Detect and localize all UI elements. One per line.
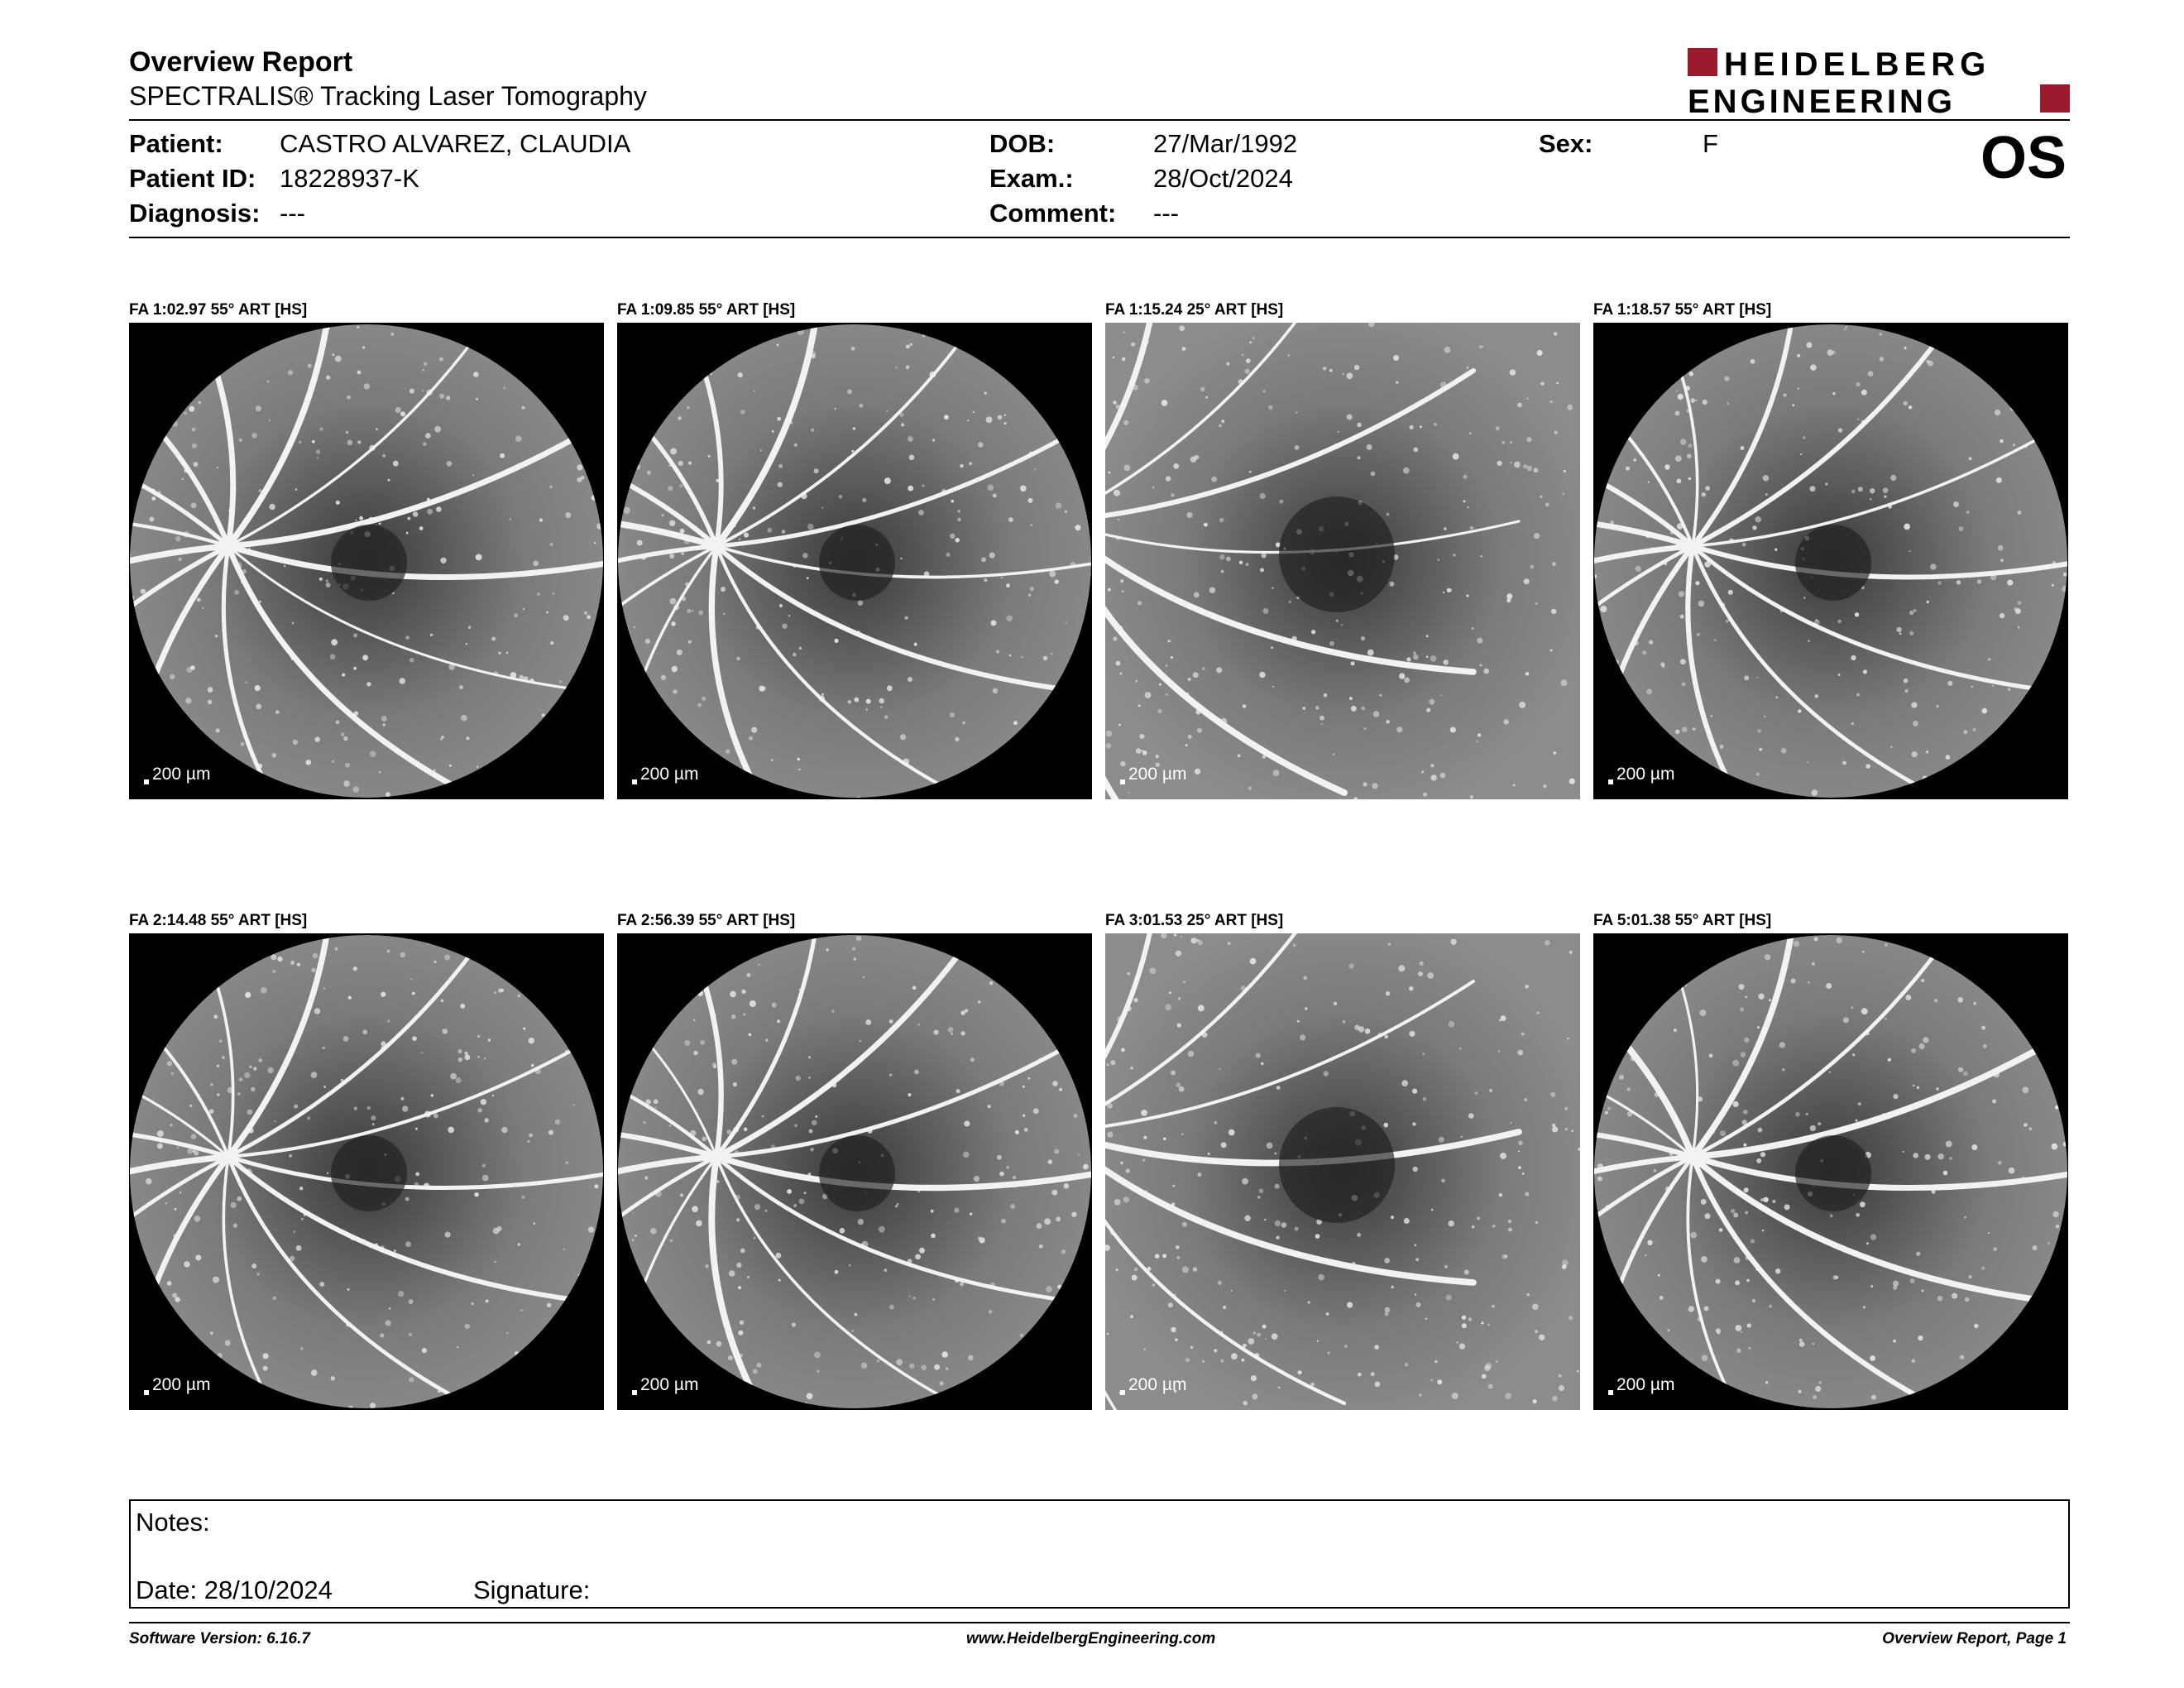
report-subtitle: SPECTRALIS® Tracking Laser Tomography [129,81,647,111]
fundus-image[interactable] [1105,323,1580,799]
scale-label: 200 µm [1128,1375,1187,1394]
scale-tick-icon [1608,779,1613,784]
scale-tick-icon [632,779,637,784]
image-caption: FA 1:09.85 55° ART [HS] [617,301,796,319]
svg-text:HEIDELBERG: HEIDELBERG [1724,46,1991,83]
heidelberg-logo [1688,46,2070,116]
patient-id-value: 18228937-K [280,164,419,193]
comment-value: --- [1153,199,1179,228]
scale-bar [1120,765,1186,784]
dob-value: 27/Mar/1992 [1153,129,1298,158]
fundus-image[interactable] [617,323,1092,799]
scale-label: 200 µm [640,1375,699,1394]
svg-text:ENGINEERING: ENGINEERING [1688,84,1956,116]
scale-tick-icon [144,1390,149,1395]
footer-rule [129,1622,2070,1623]
diagnosis-label: Diagnosis: [129,199,261,228]
scale-label: 200 µm [152,1375,211,1394]
comment-label: Comment: [989,199,1117,228]
image-caption: FA 1:02.97 55° ART [HS] [129,301,308,319]
image-caption: FA 3:01.53 25° ART [HS] [1105,912,1284,929]
fundus-image[interactable] [1593,933,2068,1410]
page-number: Overview Report, Page 1 [1882,1630,2067,1647]
diagnosis-value: --- [280,199,305,228]
patient-name: CASTRO ALVAREZ, CLAUDIA [280,129,631,158]
signature-label: Signature: [473,1575,591,1604]
scale-label: 200 µm [1128,765,1187,784]
fundus-image[interactable] [1593,323,2068,799]
software-version: Software Version: 6.16.7 [129,1630,310,1647]
image-caption: FA 2:14.48 55° ART [HS] [129,912,308,929]
scale-label: 200 µm [1616,1375,1675,1394]
fundus-image[interactable] [129,323,604,799]
fundus-image[interactable] [1105,933,1580,1410]
sex-value: F [1703,129,1718,158]
scale-tick-icon [632,1390,637,1395]
scale-label: 200 µm [1616,765,1675,784]
scale-tick-icon [1608,1390,1613,1395]
date-label: Date: 28/10/2024 [136,1575,333,1604]
scale-bar [1608,1375,1674,1395]
image-caption: FA 5:01.38 55° ART [HS] [1593,912,1772,929]
image-caption: FA 1:18.57 55° ART [HS] [1593,301,1772,319]
scale-bar [632,1375,698,1395]
scale-bar [144,765,210,784]
scale-bar [144,1375,210,1395]
fundus-image[interactable] [129,933,604,1410]
fundus-image[interactable] [617,933,1092,1410]
image-caption: FA 1:15.24 25° ART [HS] [1105,301,1284,319]
scale-bar [632,765,698,784]
scale-tick-icon [1120,779,1125,784]
exam-value: 28/Oct/2024 [1153,164,1293,193]
website-link[interactable]: www.HeidelbergEngineering.com [966,1630,1216,1647]
report-title: Overview Report [129,46,353,78]
scale-label: 200 µm [152,765,211,784]
scale-bar [1120,1375,1186,1395]
scale-label: 200 µm [640,765,699,784]
patient-label: Patient: [129,129,223,158]
patient-rule [129,237,2070,238]
exam-label: Exam.: [989,164,1074,193]
scale-bar [1608,765,1674,784]
header-rule [129,119,2070,121]
image-caption: FA 2:56.39 55° ART [HS] [617,912,796,929]
eye-indicator: OS [1980,125,2067,191]
notes-box[interactable] [129,1499,2070,1609]
patient-id-label: Patient ID: [129,164,256,193]
sex-label: Sex: [1539,129,1593,158]
dob-label: DOB: [989,129,1056,158]
scale-tick-icon [144,779,149,784]
scale-tick-icon [1120,1390,1125,1395]
notes-label: Notes: [136,1508,210,1537]
